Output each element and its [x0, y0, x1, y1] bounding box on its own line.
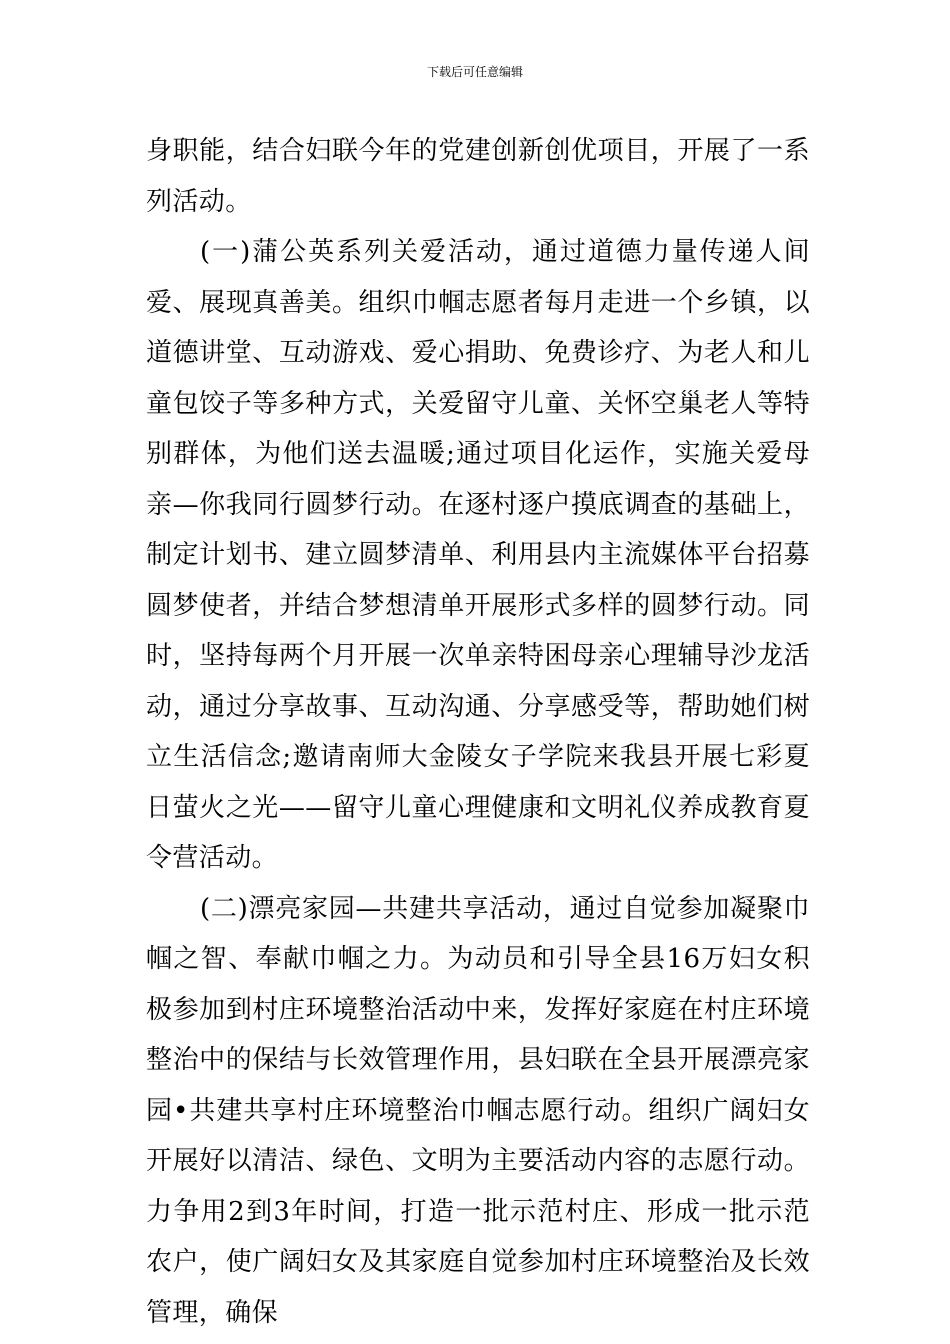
page-header: 下载后可任意编辑	[426, 65, 523, 79]
paragraph-beautiful-homeland: (二)漂亮家园—共建共享活动，通过自觉参加凝聚巾帼之智、奉献巾帼之力。为动员和引导全县16万妇女积极参加到村庄环境整治活动中来，发挥好家庭在村庄环境整治中的保结与长效管理作用，县妇联在全县开展漂亮家园•共建共享村庄环境整治巾帼志愿行动。组织广阔妇女开展好以清洁、绿色、文明为主要活动内容的志愿行动。力争用2到3年时间，打造一批示范村庄、形成一批示范农户，使广阔妇女及其家庭自觉参加村庄环境整治及长效管理，确保	[146, 893, 810, 1328]
paragraph-dandelion-activities: (一)蒲公英系列关爱活动，通过道德力量传递人间爱、展现真善美。组织巾帼志愿者每月走进一个乡镇，以道德讲堂、互动游戏、爱心捐助、免费诊疗、为老人和儿童包饺子等多种方式，关爱留守儿童、关怀空巢老人等特别群体，为他们送去温暖;通过项目化运作，实施关爱母亲—你我同行圆梦行动。在逐村逐户摸底调查的基础上，制定计划书、建立圆梦清单、利用县内主流媒体平台招募圆梦使者，并结合梦想清单开展形式多样的圆梦行动。同时，坚持每两个月开展一次单亲特困母亲心理辅导沙龙活动，通过分享故事、互动沟通、分享感受等，帮助她们树立生活信念;邀请南师大金陵女子学院来我县开展七彩夏日萤火之光——留守儿童心理健康和文明礼仪养成教育夏令营活动。	[146, 237, 810, 873]
document-body	[146, 126, 810, 1338]
paragraph-continuation: 身职能，结合妇联今年的党建创新创优项目，开展了一系列活动。	[146, 136, 810, 217]
